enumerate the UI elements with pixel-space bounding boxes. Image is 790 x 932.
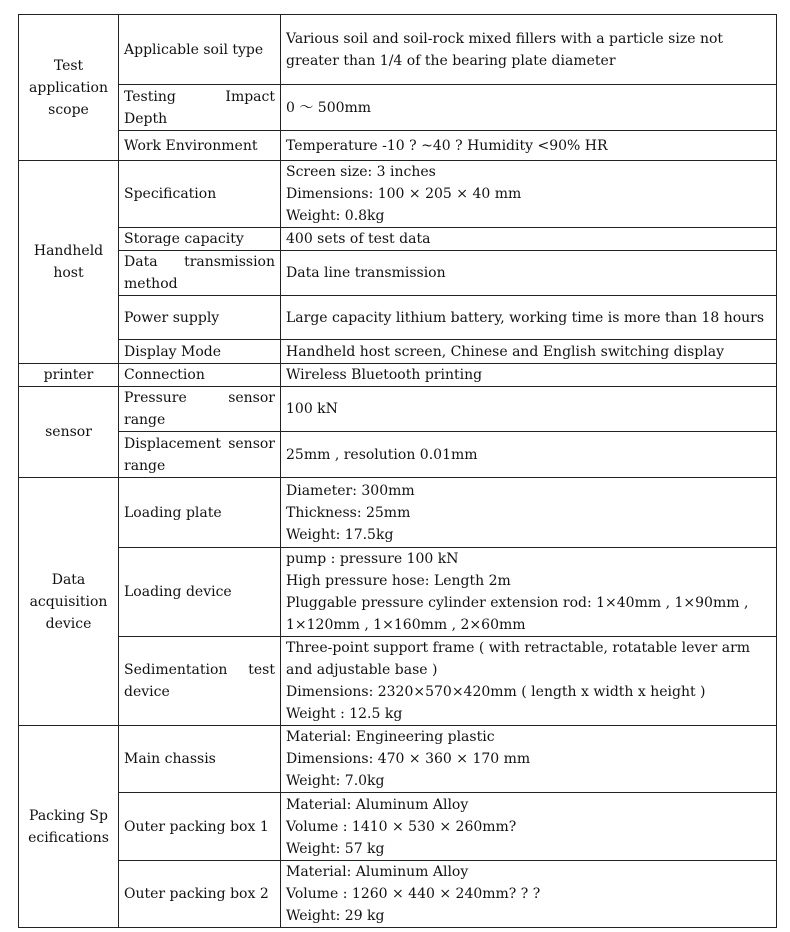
spec-row [19,251,777,296]
spec-value-line: Volume : 1410 × 530 × 260mm? [286,818,517,835]
spec-item-value [281,637,777,726]
spec-row [19,131,777,161]
spec-item-value [281,161,777,228]
spec-row [19,793,777,861]
spec-value-line: Volume : 1260 × 440 × 240mm? ? ? [286,886,541,902]
spec-row [19,637,777,726]
spec-row [19,228,777,251]
spec-item-name: Storage capacity [119,228,281,251]
spec-item-value [281,548,777,637]
spec-item-value [281,364,777,387]
spec-item-value [281,726,777,793]
spec-value-line: Large capacity lithium battery, working time is more than 18 hours [286,309,765,326]
spec-item-name: Loading plate [119,478,281,548]
spec-value-line: High pressure hose: Length 2m [286,573,511,589]
spec-value-line: Diameter: 300mm [286,482,415,499]
spec-item-name: Testing Impact Depth [119,85,281,131]
section-category-label: Data acquisition device [29,571,108,632]
spec-item-value [281,340,777,364]
spec-item-value [281,131,777,161]
section-category-label: Packing Specifications [28,807,109,846]
spec-item-value [281,387,777,432]
spec-value-line: Weight: 17.5kg [286,526,394,543]
spec-value-line: Dimensions: 2320×570×420mm ( length x width x height ) [286,684,706,700]
spec-row [19,726,777,793]
spec-item-name: Connection [119,364,281,387]
spec-value-line: Material: Engineering plastic [286,729,495,745]
spec-value-line: Various soil and soil-rock mixed fillers with a particle size not greater than 1/4 of the bearing plate diameter [286,30,724,69]
spec-item-name: Displacement sensor range [119,432,281,478]
section-category [19,15,119,161]
spec-value-line: Three-point support frame ( with retractable, rotatable lever arm and adjustable base ) [286,640,751,678]
spec-value-line: Weight: 0.8kg [286,208,385,224]
spec-value-line: Dimensions: 470 × 360 × 170 mm [286,751,531,767]
spec-item-name: Specification [119,161,281,228]
spec-value-line: Screen size: 3 inches [286,164,436,180]
section-category [19,726,119,928]
section-category-label: printer [43,367,94,383]
spec-item-name: Outer packing box 1 [119,793,281,861]
spec-value-line: Weight : 12.5 kg [286,706,403,722]
spec-value-line: Handheld host screen, Chinese and English switching display [286,343,724,360]
spec-row [19,861,777,928]
spec-value-line: Pluggable pressure cylinder extension rod: 1×40mm , 1×90mm , 1×120mm , 1×160mm , 2×60mm [286,595,749,633]
spec-row [19,340,777,364]
spec-item-name: Work Environment [119,131,281,161]
spec-row [19,548,777,637]
spec-row [19,85,777,131]
spec-value-line: Material: Aluminum Alloy [286,796,469,813]
spec-item-name: Applicable soil type [119,15,281,85]
spec-item-value [281,861,777,928]
spec-value-line: 400 sets of test data [286,231,431,247]
section-category [19,478,119,726]
spec-value-line: Data line transmission [286,265,446,281]
section-category-label: Handheld host [33,243,104,281]
spec-row [19,387,777,432]
spec-item-name: Pressure sensor range [119,387,281,432]
spec-row [19,161,777,228]
spec-item-value [281,478,777,548]
spec-item-name: Main chassis [119,726,281,793]
spec-item-name: Power supply [119,296,281,340]
spec-value-line: 0 ～ 500mm [286,99,372,116]
spec-row [19,296,777,340]
spec-value-line: Material: Aluminum Alloy [286,864,469,880]
spec-value-line: 25mm , resolution 0.01mm [286,446,478,463]
spec-item-value [281,251,777,296]
spec-item-name: Sedimentation test device [119,637,281,726]
section-category [19,387,119,478]
spec-value-line: pump : pressure 100 kN [286,551,459,567]
spec-value-line: Temperature -10 ? ~40 ? Humidity <90% HR [286,137,608,154]
section-category-label: Test application scope [29,57,108,118]
spec-table [18,14,777,928]
spec-value-line: 100 kN [286,401,338,417]
spec-item-value [281,85,777,131]
spec-value-line: Thickness: 25mm [286,504,411,521]
spec-item-name: Loading device [119,548,281,637]
spec-item-name: Data transmission method [119,251,281,296]
spec-item-value [281,296,777,340]
spec-item-name: Outer packing box 2 [119,861,281,928]
spec-table-body [19,15,777,928]
spec-item-value [281,793,777,861]
section-category [19,364,119,387]
spec-row [19,478,777,548]
spec-item-name: Display Mode [119,340,281,364]
spec-row [19,364,777,387]
spec-row [19,15,777,85]
spec-value-line: Weight: 57 kg [286,840,385,857]
spec-value-line: Weight: 7.0kg [286,773,385,789]
spec-item-value [281,228,777,251]
spec-value-line: Dimensions: 100 × 205 × 40 mm [286,186,522,202]
spec-item-value [281,15,777,85]
section-category [19,161,119,364]
spec-row [19,432,777,478]
section-category-label: sensor [45,424,92,440]
spec-item-value [281,432,777,478]
spec-value-line: Wireless Bluetooth printing [286,367,483,383]
spec-value-line: Weight: 29 kg [286,908,385,924]
